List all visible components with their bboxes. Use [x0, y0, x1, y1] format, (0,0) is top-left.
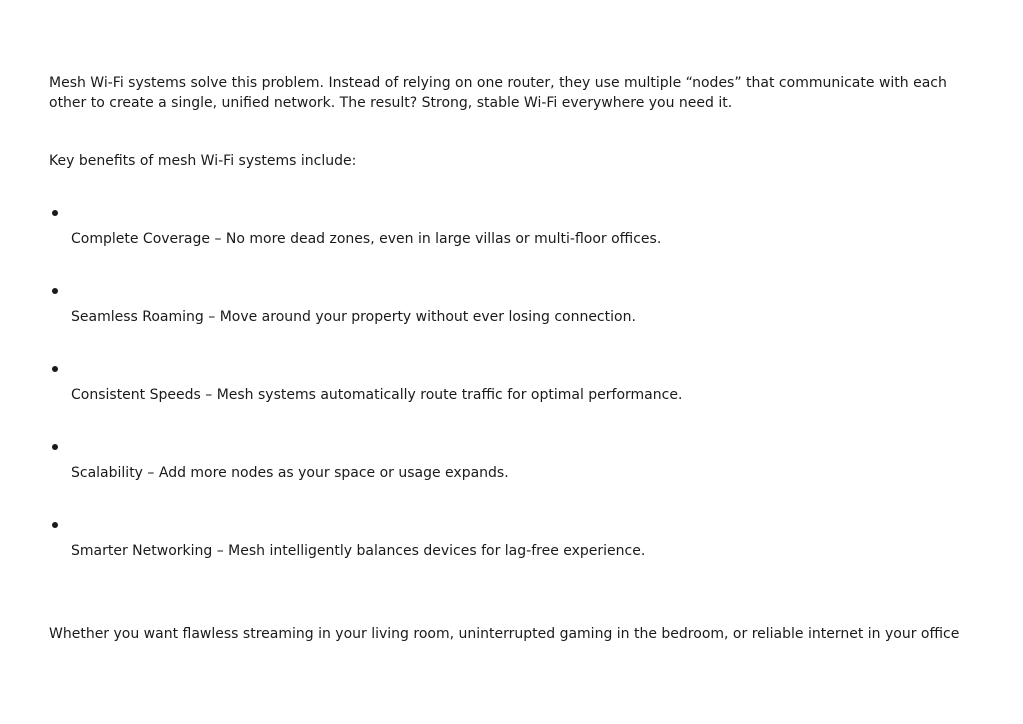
benefit-text: Seamless Roaming – Move around your property without ever losing connection.	[71, 309, 636, 325]
closing-paragraph: Whether you want flawless streaming in your living room, uninterrupted gaming in the bedroom, or reliable internet in your office	[49, 626, 960, 642]
list-item	[49, 515, 979, 593]
benefits-list	[49, 203, 979, 593]
list-item	[49, 437, 979, 515]
intro-paragraph: Mesh Wi-Fi systems solve this problem. Instead of relying on one router, they use multiple “nodes” that communicate with each other to create a single, unified network. The result? Strong, stable Wi-Fi everywhere you need it.	[49, 75, 947, 111]
benefit-text: Scalability – Add more nodes as your space or usage expands.	[71, 465, 509, 481]
benefit-text: Smarter Networking – Mesh intelligently balances devices for lag-free experience.	[71, 543, 646, 559]
benefits-lead-paragraph: Key benefits of mesh Wi-Fi systems include:	[49, 153, 357, 169]
benefit-text: Complete Coverage – No more dead zones, even in large villas or multi-floor offices.	[71, 231, 662, 247]
bullet-icon	[52, 522, 58, 528]
bullet-icon	[52, 288, 58, 294]
list-item	[49, 281, 979, 359]
list-item	[49, 359, 979, 437]
list-item	[49, 203, 979, 281]
bullet-icon	[52, 210, 58, 216]
bullet-icon	[52, 366, 58, 372]
benefit-text: Consistent Speeds – Mesh systems automatically route traffic for optimal performance.	[71, 387, 683, 403]
bullet-icon	[52, 444, 58, 450]
